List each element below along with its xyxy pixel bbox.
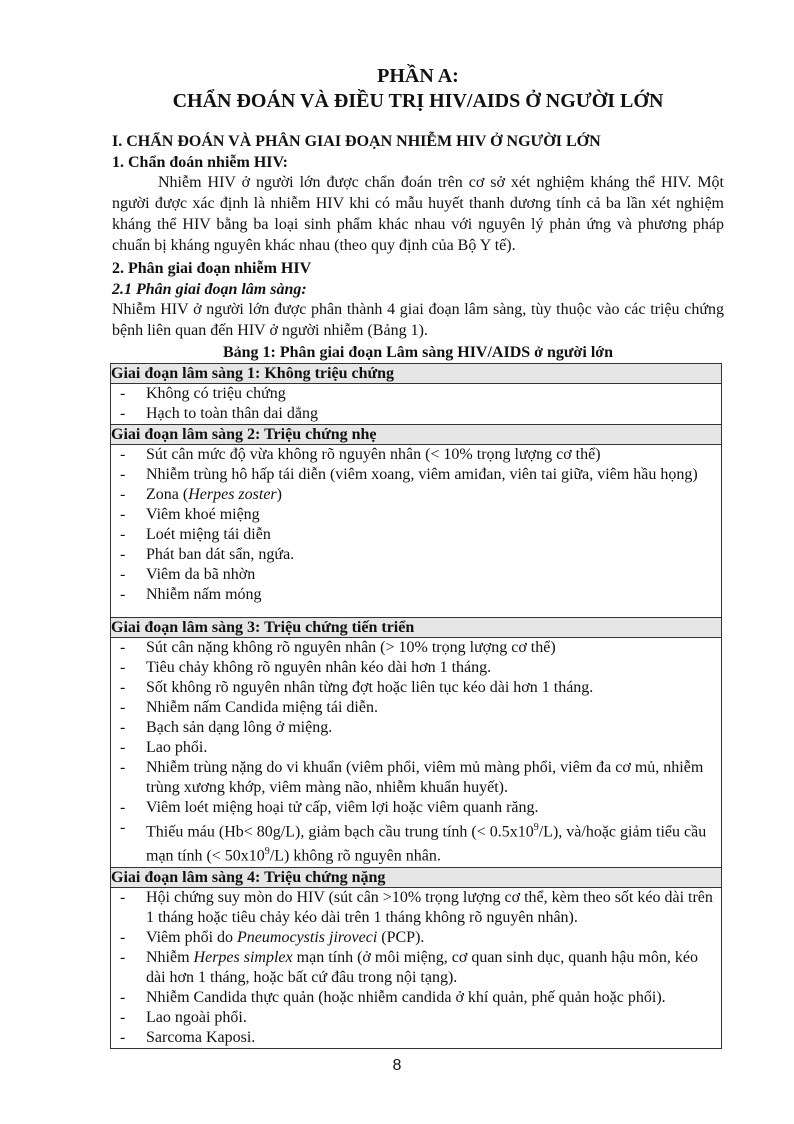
stage-4-cell bbox=[111, 887, 722, 1048]
list-item: - Viêm loét miệng hoại tử cấp, viêm lợi hoặc viêm quanh răng. bbox=[111, 798, 721, 818]
diagnosis-paragraph: Nhiễm HIV ở người lớn được chẩn đoán trên cơ sở xét nghiệm kháng thể HIV. Một người được xác định là nhiễm HIV khi có mẫu huyết thanh dương tính cả ba lần xét nghiệm kháng thể HIV bằng ba loại sinh phẩm khác nhau với nguyên lý phản ứng và phương pháp chuẩn bị kháng nguyên khác nhau (theo quy định của Bộ Y tế). bbox=[112, 174, 724, 254]
blank-spacer bbox=[111, 605, 721, 617]
stage-1-list bbox=[111, 384, 721, 424]
section-heading: I. CHẨN ĐOÁN VÀ PHÂN GIAI ĐOẠN NHIỄM HIV Ở NGƯỜI LỚN bbox=[112, 133, 601, 150]
list-item: - Nhiễm trùng hô hấp tái diễn (viêm xoang, viêm amiđan, viên tai giữa, viêm hầu họng) bbox=[111, 465, 721, 485]
list-item: - Bạch sản dạng lông ở miệng. bbox=[111, 718, 721, 738]
list-item: - Nhiễm nấm Candida miệng tái diễn. bbox=[111, 698, 721, 718]
list-item: - Thiếu máu (Hb< 80g/L), giảm bạch cầu trung tính (< $0.5x10^9/L$), và/hoặc giảm tiểu cầu mạn tính (< $50x10^9/L$) không rõ nguyên nhân. bbox=[111, 818, 721, 867]
list-item: - Viêm da bã nhờn bbox=[111, 565, 721, 585]
list-item: - Hội chứng suy mòn do HIV (sút cân >10% trọng lượng cơ thể, kèm theo sốt kéo dài trên 1 tháng hoặc tiêu chảy kéo dài trên 1 tháng không rõ nguyên nhân). bbox=[111, 888, 721, 928]
list-item: - Nhiễm trùng nặng do vi khuẩn (viêm phổi, viêm mủ màng phổi, viêm đa cơ mủ, nhiễm trùng xương khớp, viêm màng não, nhiễm khuẩn huyết). bbox=[111, 758, 721, 798]
table-caption: Bảng 1: Phân giai đoạn Lâm sàng HIV/AIDS ở người lớn bbox=[222, 344, 614, 361]
subsection-heading-diagnosis: 1. Chẩn đoán nhiễm HIV: bbox=[112, 154, 288, 171]
stage-2-list bbox=[111, 445, 721, 605]
page-number: 8 bbox=[392, 1057, 402, 1074]
list-item: - Nhiễm nấm móng bbox=[111, 585, 721, 605]
list-item: - Nhiễm Herpes simplex mạn tính (ở môi miệng, cơ quan sinh dục, quanh hậu môn, kéo dài hơn 1 tháng, hoặc bất cứ đâu trong nội tạng). bbox=[111, 948, 721, 988]
list-item: - Zona (Herpes zoster) bbox=[111, 485, 721, 505]
stage-4-heading: Giai đoạn lâm sàng 4: Triệu chứng nặng bbox=[111, 867, 722, 887]
clinical-stage-table bbox=[110, 363, 722, 1049]
list-item: - Hạch to toàn thân dai dẳng bbox=[111, 404, 721, 424]
list-item: - Viêm phổi do Pneumocystis jiroveci (PCP). bbox=[111, 928, 721, 948]
list-item: - Viêm khoé miệng bbox=[111, 505, 721, 525]
subsection-heading-staging: 2. Phân giai đoạn nhiễm HIV bbox=[112, 260, 312, 277]
list-item: - Sút cân mức độ vừa không rõ nguyên nhân (< 10% trọng lượng cơ thể) bbox=[111, 445, 721, 465]
stage-3-cell bbox=[111, 638, 722, 868]
list-item: - Sốt không rõ nguyên nhân từng đợt hoặc liên tục kéo dài hơn 1 tháng. bbox=[111, 678, 721, 698]
list-item: - Không có triệu chứng bbox=[111, 384, 721, 404]
list-item: - Sarcoma Kaposi. bbox=[111, 1028, 721, 1048]
stage-1-cell bbox=[111, 384, 722, 425]
subsection-heading-clinical-staging: 2.1 Phân giai đoạn lâm sàng: bbox=[112, 281, 307, 298]
list-item: - Sút cân nặng không rõ nguyên nhân (> 10% trọng lượng cơ thể) bbox=[111, 638, 721, 658]
list-item: - Tiêu chảy không rõ nguyên nhân kéo dài hơn 1 tháng. bbox=[111, 658, 721, 678]
list-item: - Phát ban dát sẩn, ngứa. bbox=[111, 545, 721, 565]
list-item: - Nhiễm Candida thực quản (hoặc nhiễm candida ở khí quản, phế quản hoặc phổi). bbox=[111, 988, 721, 1008]
list-item: - Lao phổi. bbox=[111, 738, 721, 758]
stage-3-list bbox=[111, 638, 721, 867]
list-item: - Loét miệng tái diễn bbox=[111, 525, 721, 545]
stage-2-heading: Giai đoạn lâm sàng 2: Triệu chứng nhẹ bbox=[111, 425, 722, 445]
document-page bbox=[112, 64, 724, 1049]
stage-2-cell bbox=[111, 445, 722, 618]
stage-1-heading: Giai đoạn lâm sàng 1: Không triệu chứng bbox=[111, 364, 722, 384]
stage-3-heading: Giai đoạn lâm sàng 3: Triệu chứng tiến triển bbox=[111, 618, 722, 638]
list-item: - Lao ngoài phổi. bbox=[111, 1008, 721, 1028]
stage-4-list bbox=[111, 888, 721, 1048]
clinical-staging-paragraph: Nhiễm HIV ở người lớn được phân thành 4 giai đoạn lâm sàng, tùy thuộc vào các triệu chứng bệnh liên quan đến HIV ở người nhiễm (Bảng 1). bbox=[112, 301, 724, 339]
part-subtitle: CHẨN ĐOÁN VÀ ĐIỀU TRỊ HIV/AIDS Ở NGƯỜI LỚN bbox=[172, 90, 664, 112]
part-title: PHẦN A: bbox=[377, 65, 459, 87]
